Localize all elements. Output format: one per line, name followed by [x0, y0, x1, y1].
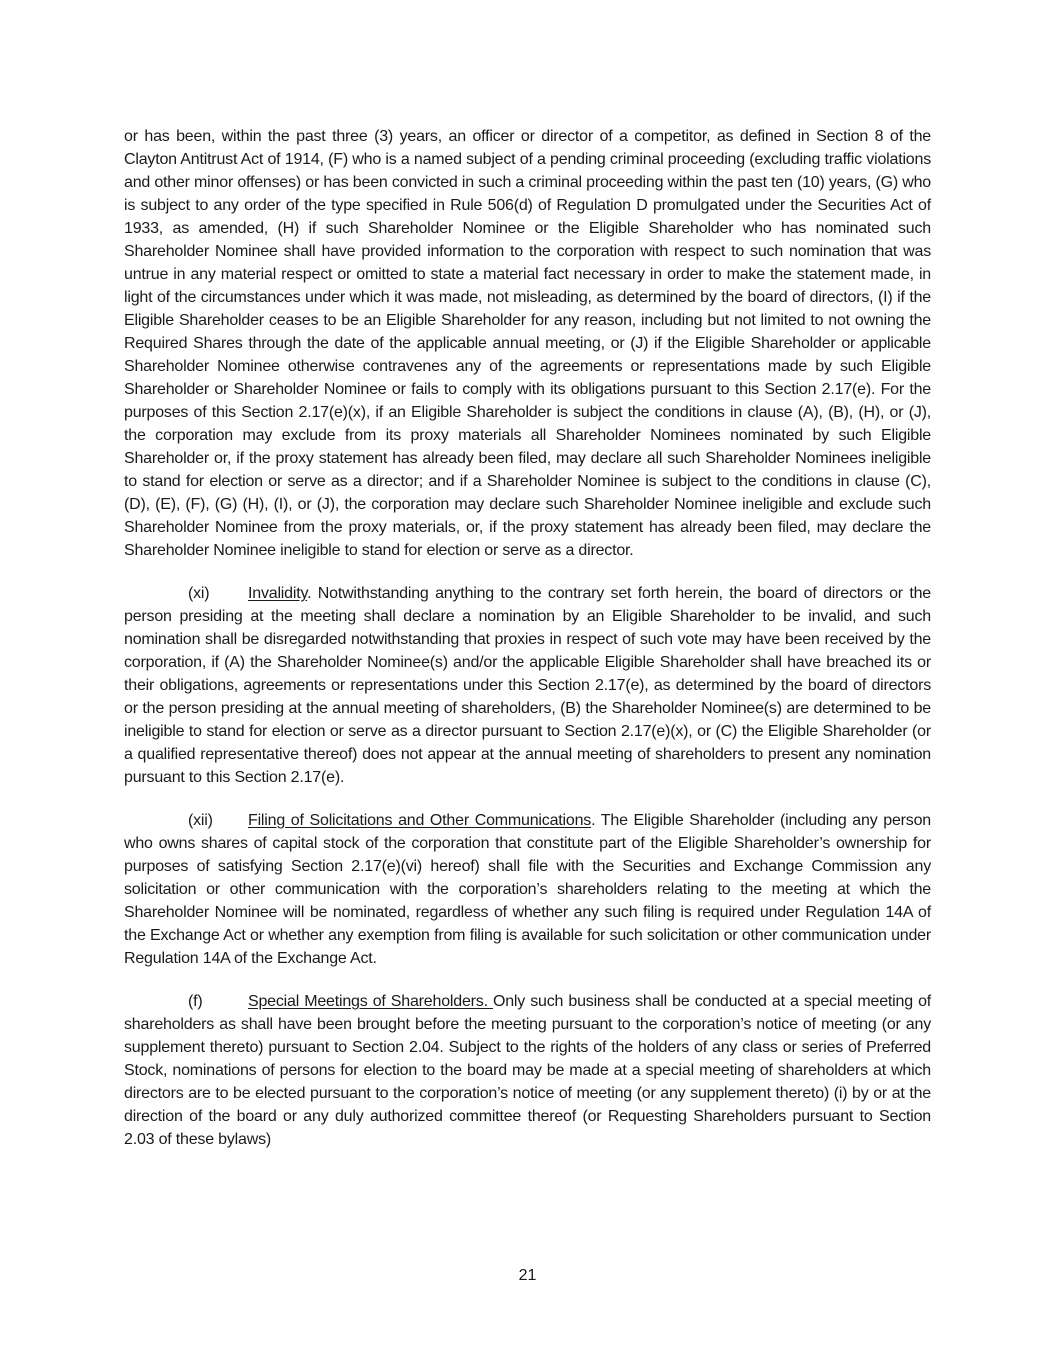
paragraph-number: (xi) — [188, 585, 210, 602]
paragraph-special-meetings — [124, 990, 931, 1151]
document-body — [124, 125, 931, 1151]
paragraph-filing-of-solicitations — [124, 809, 931, 970]
paragraph-text: or has been, within the past three (3) years, an officer or director of a competitor, as defined in Section 8 of the Clayton Antitrust Act of 1914, (F) who is a named subject of a pending criminal proceeding (excluding traffic violations and other minor offenses) or has been convicted in such a criminal proceeding within the past ten (10) years, (G) who is subject to any order of the type specified in Rule 506(d) of Regulation D promulgated under the Securities Act of 1933, as amended, (H) if such Shareholder Nominee or the Eligible Shareholder who has nominated such Shareholder Nominee shall have provided information to the corporation with respect to such nomination that was untrue in any material respect or omitted to state a material fact necessary in order to make the statement made, in light of the circumstances under which it was made, not misleading, as determined by the board of directors, (I) if the Eligible Shareholder ceases to be an Eligible Shareholder for any reason, including but not limited to not owning the Required Shares through the date of the applicable annual meeting, or (J) if the Eligible Shareholder or applicable Shareholder Nominee otherwise contravenes any of the agreements or representations made by such Eligible Shareholder or Shareholder Nominee or fails to comply with its obligations pursuant to this Section 2.17(e). For the purposes of this Section 2.17(e)(x), if an Eligible Shareholder is subject the conditions in clause (A), (B), (H), or (J), the corporation may exclude from its proxy materials all Shareholder Nominees nominated by such Eligible Shareholder or, if the proxy statement has already been filed, may declare all such Shareholder Nominees ineligible to stand for election or serve as a director; and if a Shareholder Nominee is subject to the conditions in clause (C), (D), (E), (F), (G) (H), (I), or (J), the corporation may declare such Shareholder Nominee ineligible and exclude such Shareholder Nominee from the proxy materials, or, if the proxy statement has already been filed, may declare the Shareholder Nominee ineligible to stand for election or serve as a director. — [124, 128, 931, 559]
page-number: 21 — [518, 1267, 537, 1284]
paragraph-heading: Invalidity — [248, 585, 308, 602]
paragraph-heading: Special Meetings of Shareholders. — [248, 993, 493, 1010]
paragraph-heading: Filing of Solicitations and Other Communications — [248, 812, 592, 829]
paragraph-number: (f) — [188, 993, 203, 1010]
paragraph-text: . The Eligible Shareholder (including any person who owns shares of capital stock of the corporation that constitute part of the Eligible Shareholder’s ownership for purposes of satisfying Section 2.17(e)(vi) hereof) shall file with the Securities and Exchange Commission any solicitation or other communication with the corporation’s shareholders relating to the meeting at which the Shareholder Nominee will be nominated, regardless of whether any such filing is required under Regulation 14A of the Exchange Act or whether any exemption from filing is available for such solicitation or other communication under Regulation 14A of the Exchange Act. — [124, 812, 931, 967]
paragraph-number: (xii) — [188, 812, 213, 829]
paragraph-invalidity — [124, 582, 931, 789]
paragraph-text: . Notwithstanding anything to the contrary set forth herein, the board of directors or the person presiding at the meeting shall declare a nomination by an Eligible Shareholder to be invalid, and such nomination shall be disregarded notwithstanding that proxies in respect of such vote may have been received by the corporation, if (A) the Shareholder Nominee(s) and/or the applicable Eligible Shareholder shall have breached its or their obligations, agreements or representations under this Section 2.17(e), as determined by the board of directors or the person presiding at the annual meeting of shareholders, (B) the Shareholder Nominee(s) are determined to be ineligible to stand for election or serve as a director pursuant to Section 2.17(e)(x), or (C) the Eligible Shareholder (or a qualified representative thereof) does not appear at the annual meeting of shareholders to present any nomination pursuant to this Section 2.17(e). — [124, 585, 931, 786]
paragraph-text: Only such business shall be conducted at a special meeting of shareholders as shall have been brought before the meeting pursuant to the corporation’s notice of meeting (or any supplement thereto) pursuant to Section 2.04. Subject to the rights of the holders of any class or series of Preferred Stock, nominations of persons for election to the board may be made at a special meeting of shareholders at which directors are to be elected pursuant to the corporation’s notice of meeting (or any supplement thereto) (i) by or at the direction of the board or any duly authorized committee thereof (or Requesting Shareholders pursuant to Section 2.03 of these bylaws) — [124, 993, 932, 1148]
paragraph-continuation — [124, 125, 931, 562]
